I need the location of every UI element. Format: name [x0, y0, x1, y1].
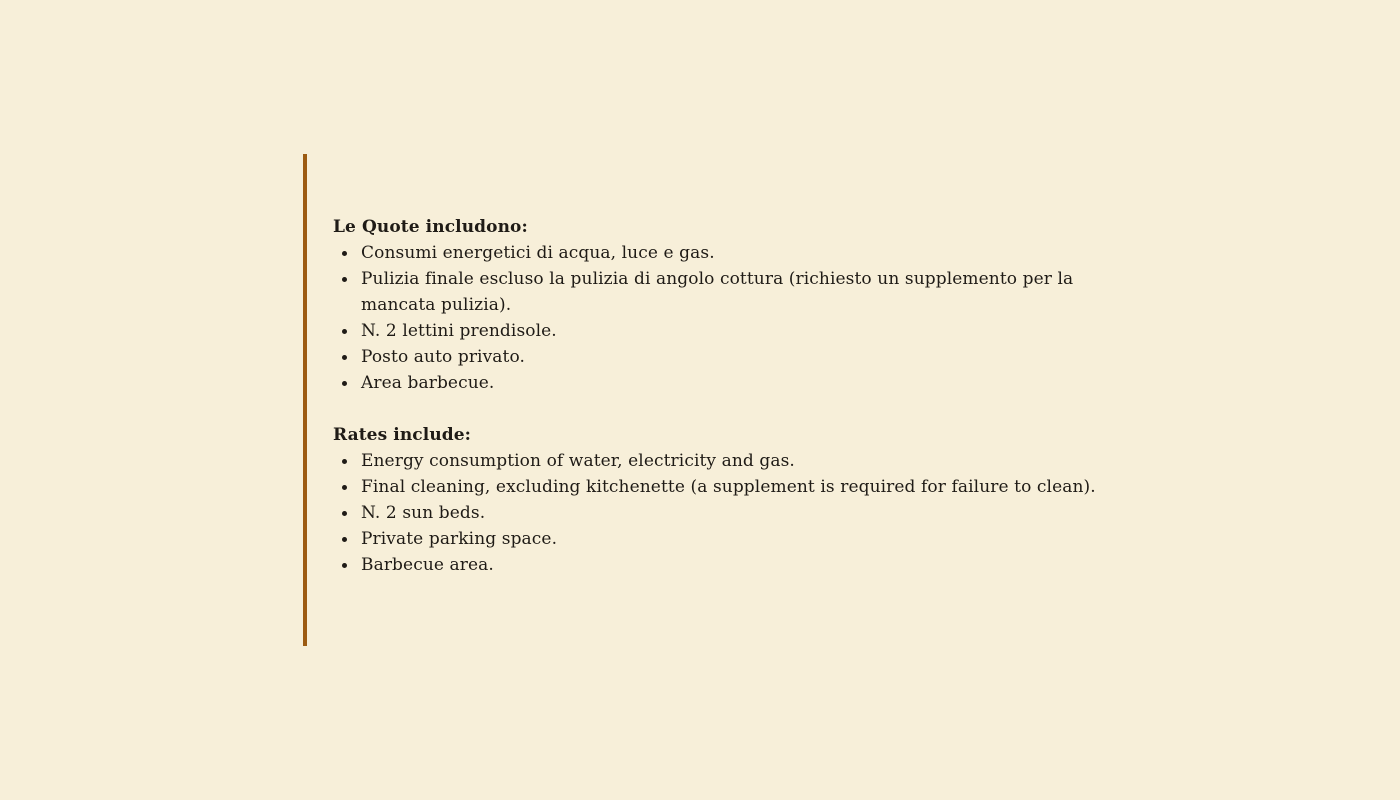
list-item: N. 2 sun beds.	[333, 500, 1153, 526]
list-item: Private parking space.	[333, 526, 1153, 552]
list-english	[333, 448, 1153, 578]
list-item: Area barbecue.	[333, 370, 1153, 396]
list-item: Posto auto privato.	[333, 344, 1153, 370]
section-title-italian: Le Quote includono:	[333, 217, 528, 237]
list-item: Consumi energetici di acqua, luce e gas.	[333, 240, 1153, 266]
list-item: Energy consumption of water, electricity and gas.	[333, 448, 1153, 474]
list-item: Final cleaning, excluding kitchenette (a supplement is required for failure to clean).	[333, 474, 1153, 500]
list-item: N. 2 lettini prendisole.	[333, 318, 1153, 344]
list-italian	[333, 240, 1153, 396]
rates-content	[333, 214, 1153, 604]
list-item: Barbecue area.	[333, 552, 1153, 578]
list-item: Pulizia finale escluso la pulizia di angolo cottura (richiesto un supplemento per la mancata pulizia).	[333, 266, 1153, 318]
section-title-english: Rates include:	[333, 425, 472, 445]
accent-bar	[303, 154, 307, 646]
